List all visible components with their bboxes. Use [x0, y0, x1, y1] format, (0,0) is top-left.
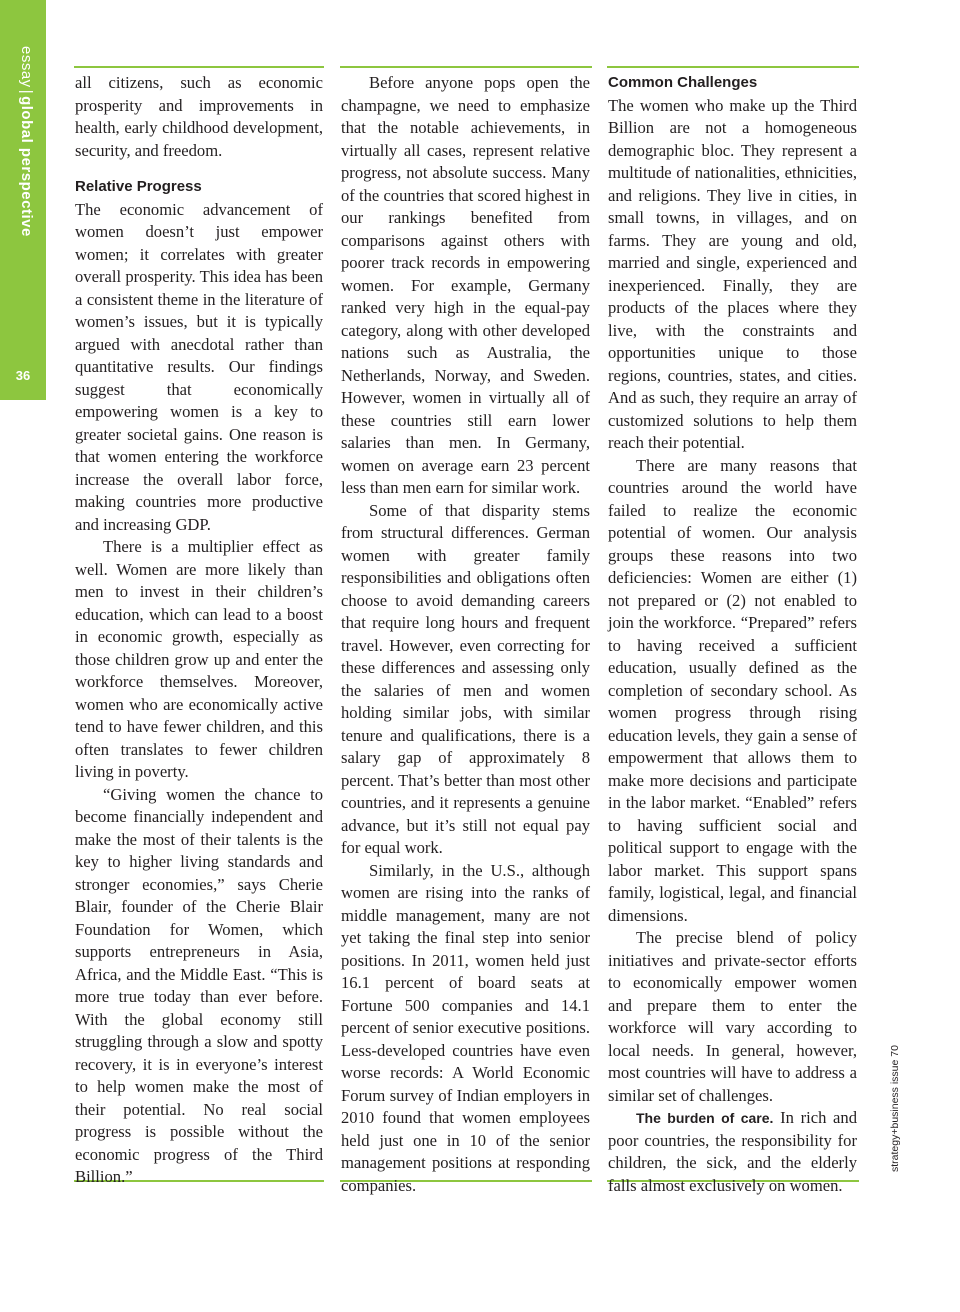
paragraph: all citizens, such as economic prosperity and improvements in health, early childhood development, security, and freedom. [75, 73, 323, 160]
paragraph: The economic advancement of women doesn’t just empower women; it correlates with greater overall prosperity. This idea has been a consistent theme in the literature of women’s issues, but it is typically argued with anecdotal rather than quantitative results. Our findings suggest that economically empowering women is a key to greater societal gains. One reason is that women entering the workforce increase the overall labor force, making countries more productive and increasing GDP. [75, 199, 323, 534]
top-rule-middle [340, 66, 592, 68]
paragraph-burden-of-care [608, 1107, 857, 1197]
publication-name: strategy+business issue 70 [889, 1045, 901, 1172]
paragraph: Before anyone pops open the champagne, we need to emphasize that the notable achievements, in virtually all cases, represent relative progress, not absolute success. Many of the countries that scored highest in our rankings benefited from comparisons against others with poorer track records in empowering women. For example, Germany ranked very high in the equal-pay category, along with other developed nations such as Australia, the Netherlands, Norway, and Sweden. However, women in virtually all of these countries still earn lower salaries than men. In Germany, women on average earn 23 percent less than men earn for similar work. [341, 73, 590, 497]
paragraph: Similarly, in the U.S., although women are rising into the ranks of middle management, many are not yet taking the final step into senior positions. In 2011, women held just 16.1 percent of board seats at Fortune 500 companies and 14.1 percent of senior executive positions. Less-developed countries have even worse records: A World Economic Forum survey of Indian employers in 2010 found that women employees held just one in 10 of the senior management positions at responding companies. [341, 860, 590, 1195]
section-name: essay [18, 46, 35, 88]
column-right [608, 72, 857, 1197]
paragraph: There is a multiplier effect as well. Women are more likely than men to invest in their children’s education, which can lead to a boost in economic growth, especially as those children grow up and enter the workforce themselves. Moreover, women who are economically active tend to have fewer children, and this often translates to fewer children living in poverty. [75, 537, 323, 781]
top-rule-left [74, 66, 324, 68]
paragraph: Some of that disparity stems from structural differences. German women with greater family responsibilities and obligations often choose to avoid demanding careers that require long hours and frequent travel. However, even correcting for these differences and assessing only the salaries of men and women holding similar jobs, with similar tenure and qualifications, there is a salary gap of approximately 8 percent. That’s better than most other countries, and it represents a genuine advance, but it’s still not equal pay for equal work. [341, 500, 590, 857]
section-heading-relative-progress: Relative Progress [75, 178, 202, 195]
top-rule-right [607, 66, 859, 68]
paragraph: The precise blend of policy initiatives and private-sector efforts to economically empower women and prepare them to enter the workforce will vary according to local needs. In general, however, most countries will have to address a similar set of challenges. [608, 928, 857, 1105]
column-middle [341, 72, 590, 1197]
section-separator: | [18, 89, 35, 95]
publication-footer [888, 1045, 904, 1312]
section-topic: global perspective [18, 96, 35, 237]
section-heading-common-challenges: Common Challenges [608, 74, 758, 91]
paragraph-quote: “Giving women the chance to become financially independent and make the most of their talents is the key to higher living standards and stronger economies,” says Cherie Blair, founder of the Cherie Blair Foundation for Women, which supports entrepreneurs in Asia, Africa, and the Middle East. “This is more true today than ever before. With the global economy still struggling through a slow and spotty recovery, it is in everyone’s interest to help women make the most of their potential. No real social progress is possible without the economic progress of the Third Billion.” [75, 784, 323, 1186]
inline-heading-burden-of-care: The burden of care. [636, 1110, 774, 1126]
paragraph: The women who make up the Third Billion are not a homogeneous demographic bloc. They represent a multitude of nationalities, ethnicities, and religions. They live in cities, in small towns, in villages, and on farms. They are young and old, married and single, experienced and inexperienced. Finally, they are products of the places where they live, with the constraints and opportunities unique to those regions, countries, states, and cities. And as such, they require an array of customized solutions to help them reach their potential. [608, 95, 857, 452]
column-left [75, 72, 323, 1189]
section-label [4, 46, 40, 266]
paragraph-text: In rich and poor countries, the responsibility for children, the sick, and the elderly falls almost exclusively on women. [608, 1108, 857, 1195]
page-number: 36 [15, 368, 31, 383]
paragraph: There are many reasons that countries around the world have failed to realize the economic potential of women. Our analysis groups these reasons into two deficiencies: Women are either (1) not prepared or (2) not enabled to join the workforce. “Prepared” refers to having received a sufficient education, usually defined as the completion of secondary school. As women progress through rising education levels, they gain a sense of empowerment that allows them to make more decisions and participate in the labor market. “Enabled” refers to having sufficient social and political support to engage with the labor market. This support spans family, logistical, legal, and financial dimensions. [608, 455, 857, 925]
